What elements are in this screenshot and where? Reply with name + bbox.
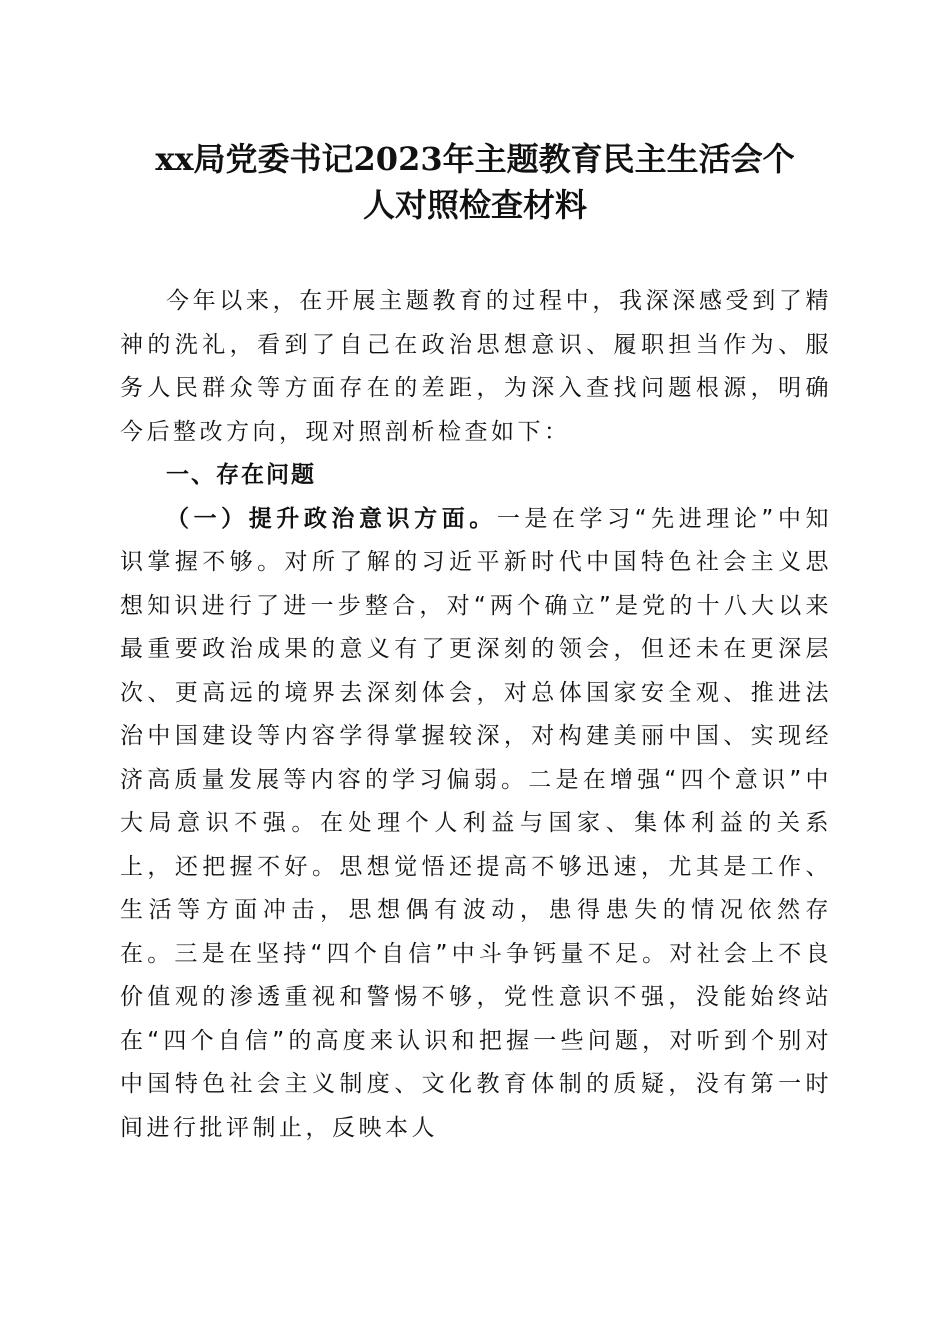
intro-paragraph: 今年以来，在开展主题教育的过程中，我深深感受到了精神的洗礼，看到了自己在政治思想意识、履职担当作为、服务人民群众等方面存在的差距，为深入查找问题根源，明确今后整改方向，现对照剖析检查如下： [120, 288, 832, 445]
section-heading-problems: 一、存在问题 [166, 462, 316, 488]
document-body [120, 280, 832, 1150]
title-line-2: 人对照检查材料 [362, 186, 587, 224]
subsection-text: 一是在学习“先进理论”中知识掌握不够。对所了解的习近平新时代中国特色社会主义思想知识进行了进一步整合，对“两个确立”是党的十八大以来最重要政治成果的意义有了更深刻的领会，但还未在更深层次、更高远的境界去深刻体会，对总体国家安全观、推进法治中国建设等内容学得掌握较深，对构建美丽中国、实现经济高质量发展等内容的学习偏弱。二是在增强“四个意识”中大局意识不强。在处理个人利益与国家、集体利益的关系上，还把握不好。思想觉悟还提高不够迅速，尤其是工作、生活等方面冲击，思想偶有波动，患得患失的情况依然存在。三是在坚持“四个自信”中斗争钙量不足。对社会上不良价值观的渗透重视和警惕不够，党性意识不强，没能始终站在“四个自信”的高度来认识和把握一些问题，对听到个别对中国特色社会主义制度、文化教育体制的质疑，没有第一时间进行批评制止，反映本人 [120, 505, 832, 1141]
document-title [100, 136, 850, 228]
subsection-lead: （一）提升政治意识方面。 [166, 505, 497, 532]
subsection-paragraph-political-awareness [120, 498, 832, 1151]
title-line-1: xx局党委书记2023年主题教育民主生活会个 [155, 140, 795, 178]
